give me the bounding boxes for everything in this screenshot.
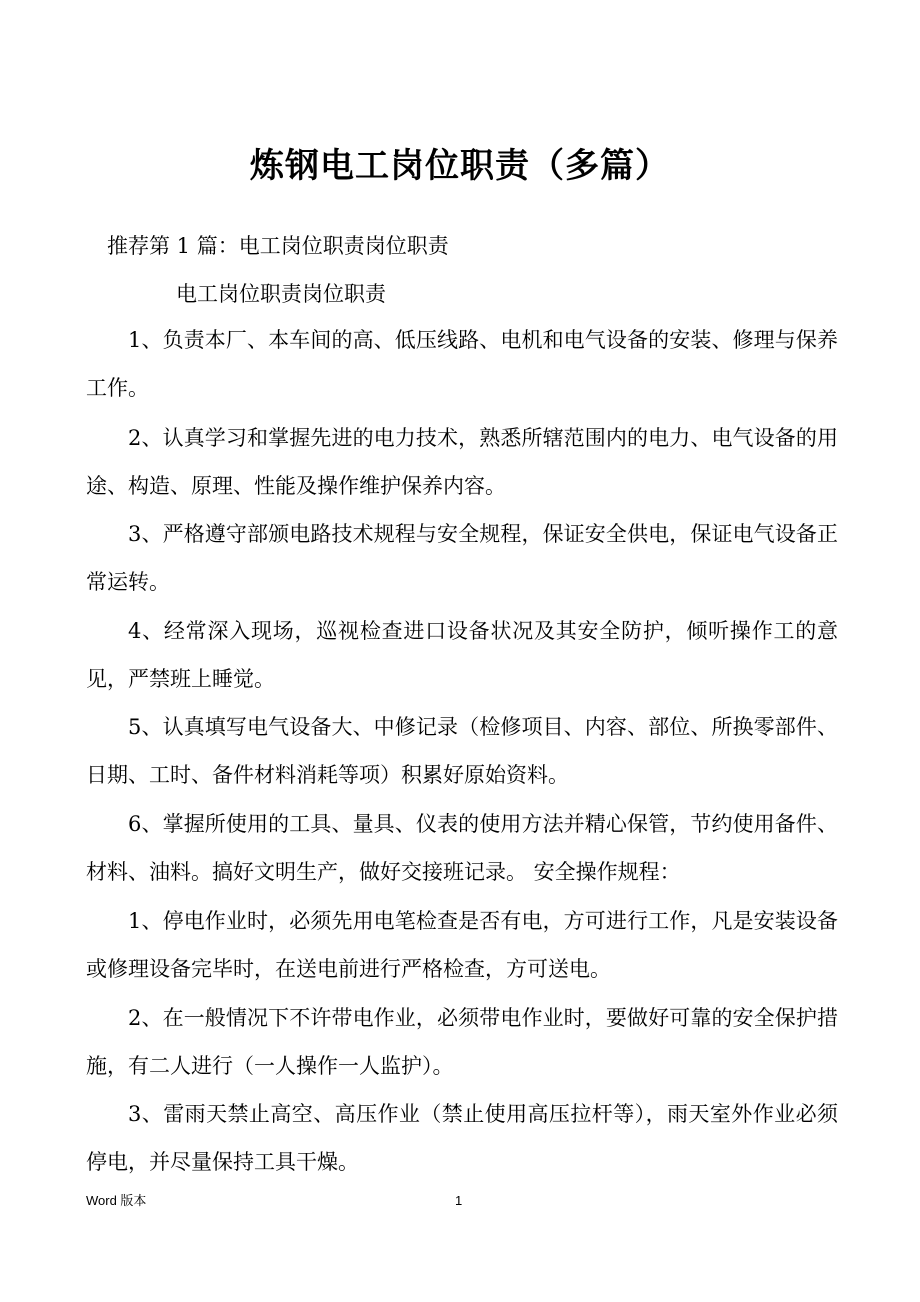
paragraph: 3、雷雨天禁止高空、高压作业（禁止使用高压拉杆等），雨天室外作业必须停电，并尽量保持工具干燥。 [86,1102,838,1174]
paragraph: 4、经常深入现场，巡视检查进口设备状况及其安全防护，倾听操作工的意见，严禁班上睡觉。 [86,619,838,691]
paragraph: 1、负责本厂、本车间的高、低压线路、电机和电气设备的安装、修理与保养工作。 [86,328,838,400]
paragraph: 2、在一般情况下不许带电作业，必须带电作业时，要做好可靠的安全保护措施，有二人进行（一人操作一人监护）。 [86,1006,838,1078]
paragraph: 2、认真学习和掌握先进的电力技术，熟悉所辖范围内的电力、电气设备的用途、构造、原理、性能及操作维护保养内容。 [86,426,838,498]
paragraph: 1、停电作业时，必须先用电笔检查是否有电，方可进行工作，凡是安装设备或修理设备完毕时，在送电前进行严格检查，方可送电。 [86,909,838,981]
paragraph: 6、掌握所使用的工具、量具、仪表的使用方法并精心保管，节约使用备件、材料、油料。搞好文明生产，做好交接班记录。 安全操作规程： [86,812,838,884]
recommendation-heading: 推荐第 1 篇：电工岗位职责岗位职责 [107,234,449,258]
footer-page-number: 1 [455,1193,463,1208]
paragraph: 5、认真填写电气设备大、中修记录（检修项目、内容、部位、所换零部件、日期、工时、备件材料消耗等项）积累好原始资料。 [86,715,838,787]
section-title: 电工岗位职责岗位职责 [176,282,386,306]
document-title: 炼钢电工岗位职责（多篇） [250,146,670,186]
paragraph: 3、严格遵守部颁电路技术规程与安全规程，保证安全供电，保证电气设备正常运转。 [86,522,838,594]
footer-version-label: Word 版本 [86,1193,147,1208]
